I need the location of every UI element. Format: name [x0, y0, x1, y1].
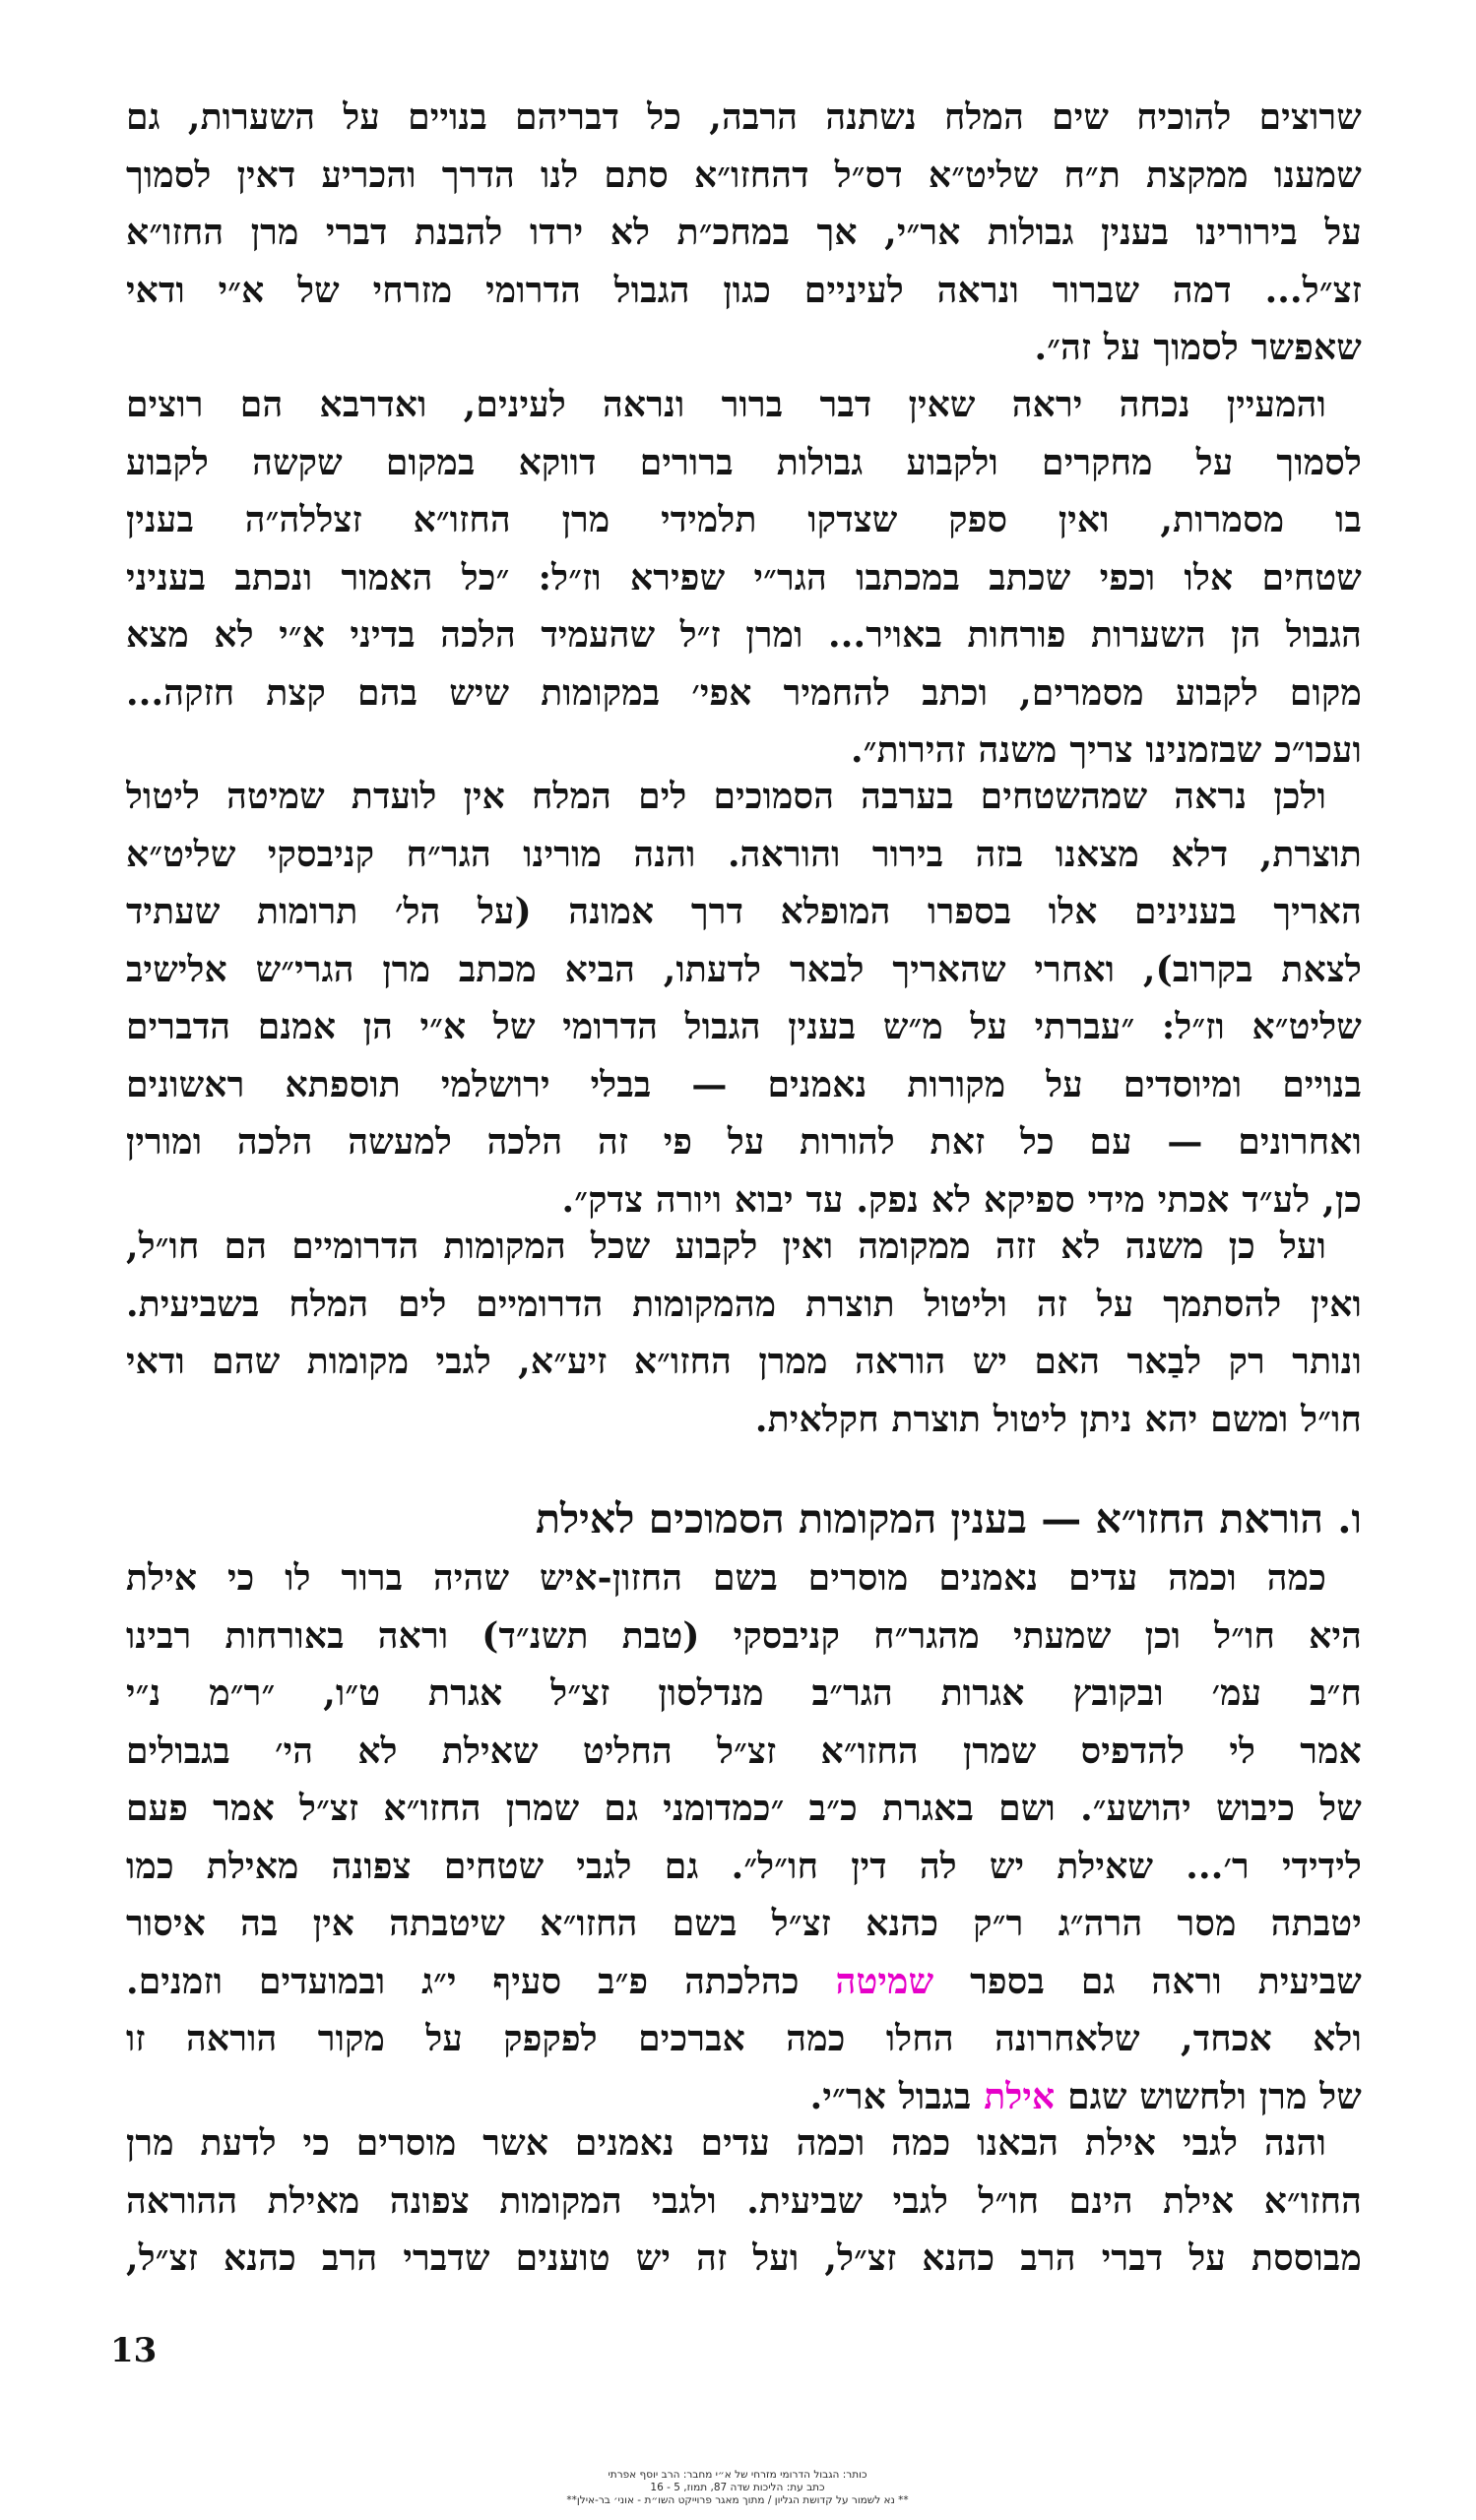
- text-line: ח״ב עמ׳ ובקובץ אגרות הגר״ב מנדלסון זצ״ל אגרת ט״ו, ״ר״מ נ״י: [126, 1672, 1362, 1714]
- text-line: זצ״ל... דמה שברור ונראה לעיניים כגון הגבול הדרומי מזרחי של א״י ודאי: [126, 269, 1362, 311]
- highlighted-term: אילת: [984, 2075, 1056, 2117]
- text-line: הגבול הן השערות פורחות באויר... ומרן ז״ל שהעמיד הלכה בדיני א״י לא מצא: [126, 614, 1362, 656]
- text-line: שליט״א וז״ל: ״עברתי על מ״ש בענין הגבול הדרומי של א״י הן אמנם הדברים: [126, 1006, 1362, 1047]
- text-line: כן, לע״ד אכתי מידי ספיקא לא נפק. עד יבוא ויורה צדק״.: [561, 1178, 1362, 1221]
- text-line: של כיבוש יהושע״. ושם באגרת כ״ב ״כמדומני גם שמרן החזו״א זצ״ל אמר פעם: [126, 1788, 1362, 1829]
- text-line: בנויים ומיוסדים על מקורות נאמנים — בבלי ירושלמי תוספתא ראשונים: [126, 1063, 1362, 1105]
- text-line: ולא אכחד, שלאחרונה החלו כמה אברכים לפקפק על מקור הוראה זו: [126, 2018, 1362, 2059]
- text-line: ועל כן משנה לא זזה ממקומה ואין לקבוע שכל המקומות הדרומיים הם חו״ל,: [126, 1226, 1326, 1267]
- paragraph-5: [126, 1549, 1362, 2125]
- text-line: והמעיין נכחה יראה שאין דבר ברור ונראה לעינים, ואדרבא הם רוצים: [126, 384, 1326, 425]
- text-line: שאפשר לסמוך על זה״.: [1034, 327, 1362, 368]
- text-line: בו מסמרות, ואין ספק שצדקו תלמידי מרן החזו״א זצללה״ה בענין: [126, 499, 1362, 540]
- text-line: שמענו ממקצת ת״ח שליט״א דס״ל דהחזו״א סתם לנו הדרך והכריע דאין לסמוך: [126, 154, 1362, 196]
- paragraph-1: [126, 89, 1362, 377]
- text-line: תוצרת, דלא מצאנו בזה בירור והוראה. והנה מורינו הגר״ח קניבסקי שליט״א: [126, 833, 1362, 875]
- section-heading: ו. הוראת החזו״א — בענין המקומות הסמוכים לאילת: [535, 1495, 1362, 1543]
- text-line: ואחרונים — עם כל זאת להורות על פי זה הלכה למעשה הלכה ומורין: [126, 1121, 1362, 1163]
- text-line: לסמוך על מחקרים ולקבוע גבולות ברורים דווקא במקום שקשה לקבוע: [126, 441, 1362, 483]
- text-line: כמה וכמה עדים נאמנים מוסרים בשם החזון-איש שהיה ברור לו כי אילת: [126, 1557, 1326, 1599]
- paragraph-4: [126, 1218, 1362, 1448]
- text-line: ואין להסתמך על זה וליטול תוצרת מהמקומות הדרומיים לים המלח בשביעית.: [126, 1283, 1362, 1325]
- text-fragment: בגבול אר״י.: [809, 2075, 985, 2117]
- text-line: החזו״א אילת הינם חו״ל לגבי שביעית. ולגבי המקומות צפונה מאילת ההוראה: [126, 2179, 1362, 2222]
- footer-line: כתב עת: הליכות שדה 87, תמוז, 5 - 16: [650, 2482, 825, 2493]
- footer-line: ** נא לשמור על קדושת הגליון / מתוך מאגר פרוייקט השו״ת - אוני׳ בר-אילן**: [566, 2494, 909, 2506]
- footer-line: כותר: הגבול הדרומי מזרחי של א״י מחבר: הרב יוסף אפרתי: [608, 2469, 867, 2481]
- text-line: חו״ל ומשם יהא ניתן ליטול תוצרת חקלאית.: [754, 1398, 1362, 1440]
- paragraph-2: [126, 376, 1362, 780]
- text-line: ולכן נראה שמהשטחים בערבה הסמוכים לים המלח אין לועדת שמיטה ליטול: [126, 776, 1326, 817]
- paragraph-3: [126, 768, 1362, 1228]
- text-fragment: שביעית וראה גם בספר: [933, 1960, 1362, 2002]
- text-line: מקום לקבוע מסמרים, וכתב להחמיר אפי׳ במקומות שיש בהם קצת חזקה...: [126, 671, 1362, 714]
- text-line: ונותר רק לבַאר האם יש הוראה ממרן החזו״א זיע״א, לגבי מקומות שהם ודאי: [126, 1341, 1362, 1382]
- text-line: מבוססת על דברי הרב כהנא זצ״ל, ועל זה יש טוענים שדברי הרב כהנא זצ״ל,: [126, 2237, 1362, 2279]
- text-line: ועכו״כ שבזמנינו צריך משנה זהירות״.: [850, 729, 1362, 771]
- text-line: יטבתה מסר הרה״ג ר״ק כהנא זצ״ל בשם החזו״א שיטבתה אין בה איסור: [126, 1903, 1362, 1944]
- text-line: היא חו״ל וכן שמעתי מהגר״ח קניבסקי (טבת תשנ״ד) וראה באורחות רבינו: [126, 1614, 1362, 1657]
- text-line: לידידי ר׳... שאילת יש לה דין חו״ל״. גם לגבי שטחים צפונה מאילת כמו: [126, 1845, 1362, 1887]
- text-line: לצאת בקרוב), ואחרי שהאריך לבאר לדעתו, הביא מכתב מרן הגרי״ש אלישיב: [126, 948, 1362, 990]
- text-line: שטחים אלו וכפי שכתב במכתבו הגר״י שפירא וז״ל: ״כל האמור ונכתב בעניני: [126, 556, 1362, 598]
- text-line: [126, 1953, 1362, 2011]
- text-line: האריך בענינים אלו בספרו המופלא דרך אמונה (על הל׳ תרומות שעתיד: [126, 891, 1362, 932]
- text-fragment: כהלכתה פ״ב סעיף י״ג ובמועדים וזמנים.: [126, 1960, 836, 2002]
- footer-citation: [442, 2469, 1033, 2507]
- text-line: והנה לגבי אילת הבאנו כמה וכמה עדים נאמנים אשר מוסרים כי לדעת מרן: [126, 2122, 1326, 2164]
- page-number: 13: [110, 2331, 158, 2370]
- text-fragment: של מרן ולחשוש שגם: [1055, 2075, 1362, 2117]
- highlighted-term: שמיטה: [835, 1960, 934, 2002]
- text-line: על בירורינו בענין גבולות אר״י, אך במחכ״ת לא ירדו להבנת דברי מרן החזו״א: [126, 212, 1362, 253]
- text-line: שרוצים להוכיח שים המלח נשתנה הרבה, כל דבריהם בנויים על השערות, גם: [126, 96, 1362, 138]
- text-line: אמר לי להדפיס שמרן החזו״א זצ״ל החליט שאילת לא הי׳ בגבולים: [126, 1730, 1362, 1772]
- paragraph-6: [126, 2114, 1362, 2288]
